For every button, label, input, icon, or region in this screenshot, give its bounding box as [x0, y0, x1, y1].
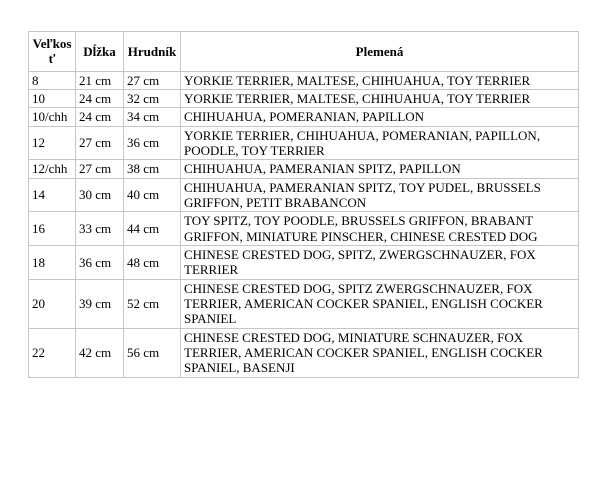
breeds-cell: CHIHUAHUA, POMERANIAN, PAPILLON: [181, 108, 579, 126]
breeds-cell: CHINESE CRESTED DOG, MINIATURE SCHNAUZER, FOX TERRIER, AMERICAN COCKER SPANIEL, ENGLISH COCKER SPANIEL, BASENJI: [181, 328, 579, 377]
table-row: [29, 160, 579, 178]
breeds-cell: TOY SPITZ, TOY POODLE, BRUSSELS GRIFFON, BRABANT GRIFFON, MINIATURE PINSCHER, CHINESE CRESTED DOG: [181, 212, 579, 246]
breeds-cell: YORKIE TERRIER, MALTESE, CHIHUAHUA, TOY TERRIER: [181, 89, 579, 107]
chest-cell: 27 cm: [124, 71, 181, 89]
header-size: Veľkosť: [29, 32, 76, 72]
table-row: [29, 328, 579, 377]
table-row: [29, 178, 579, 212]
length-cell: 24 cm: [76, 108, 124, 126]
table-row: [29, 245, 579, 279]
length-cell: 27 cm: [76, 160, 124, 178]
table-row: [29, 71, 579, 89]
length-cell: 33 cm: [76, 212, 124, 246]
table-body: [29, 71, 579, 377]
breeds-cell: YORKIE TERRIER, CHIHUAHUA, POMERANIAN, PAPILLON, POODLE, TOY TERRIER: [181, 126, 579, 160]
size-cell: 10: [29, 89, 76, 107]
size-cell: 22: [29, 328, 76, 377]
chest-cell: 36 cm: [124, 126, 181, 160]
header-length: Dĺžka: [76, 32, 124, 72]
size-cell: 20: [29, 279, 76, 328]
size-cell: 8: [29, 71, 76, 89]
length-cell: 36 cm: [76, 245, 124, 279]
chest-cell: 56 cm: [124, 328, 181, 377]
length-cell: 30 cm: [76, 178, 124, 212]
chest-cell: 44 cm: [124, 212, 181, 246]
breeds-cell: CHIHUAHUA, PAMERANIAN SPITZ, PAPILLON: [181, 160, 579, 178]
table-header: [29, 32, 579, 72]
length-cell: 21 cm: [76, 71, 124, 89]
chest-cell: 32 cm: [124, 89, 181, 107]
chest-cell: 34 cm: [124, 108, 181, 126]
chest-cell: 38 cm: [124, 160, 181, 178]
breeds-cell: CHINESE CRESTED DOG, SPITZ, ZWERGSCHNAUZER, FOX TERRIER: [181, 245, 579, 279]
size-cell: 12/chh: [29, 160, 76, 178]
table-row: [29, 108, 579, 126]
table-row: [29, 89, 579, 107]
breeds-cell: CHINESE CRESTED DOG, SPITZ ZWERGSCHNAUZER, FOX TERRIER, AMERICAN COCKER SPANIEL, ENGLISH COCKER SPANIEL: [181, 279, 579, 328]
table-row: [29, 279, 579, 328]
chest-cell: 40 cm: [124, 178, 181, 212]
size-cell: 12: [29, 126, 76, 160]
size-cell: 14: [29, 178, 76, 212]
dog-size-table: [28, 31, 579, 378]
breeds-cell: CHIHUAHUA, PAMERANIAN SPITZ, TOY PUDEL, BRUSSELS GRIFFON, PETIT BRABANCON: [181, 178, 579, 212]
length-cell: 39 cm: [76, 279, 124, 328]
chest-cell: 52 cm: [124, 279, 181, 328]
size-cell: 18: [29, 245, 76, 279]
size-cell: 10/chh: [29, 108, 76, 126]
table-row: [29, 212, 579, 246]
table-row: [29, 126, 579, 160]
breeds-cell: YORKIE TERRIER, MALTESE, CHIHUAHUA, TOY TERRIER: [181, 71, 579, 89]
chest-cell: 48 cm: [124, 245, 181, 279]
header-breeds: Plemená: [181, 32, 579, 72]
length-cell: 42 cm: [76, 328, 124, 377]
size-cell: 16: [29, 212, 76, 246]
length-cell: 27 cm: [76, 126, 124, 160]
length-cell: 24 cm: [76, 89, 124, 107]
header-row: [29, 32, 579, 72]
header-chest: Hrudník: [124, 32, 181, 72]
